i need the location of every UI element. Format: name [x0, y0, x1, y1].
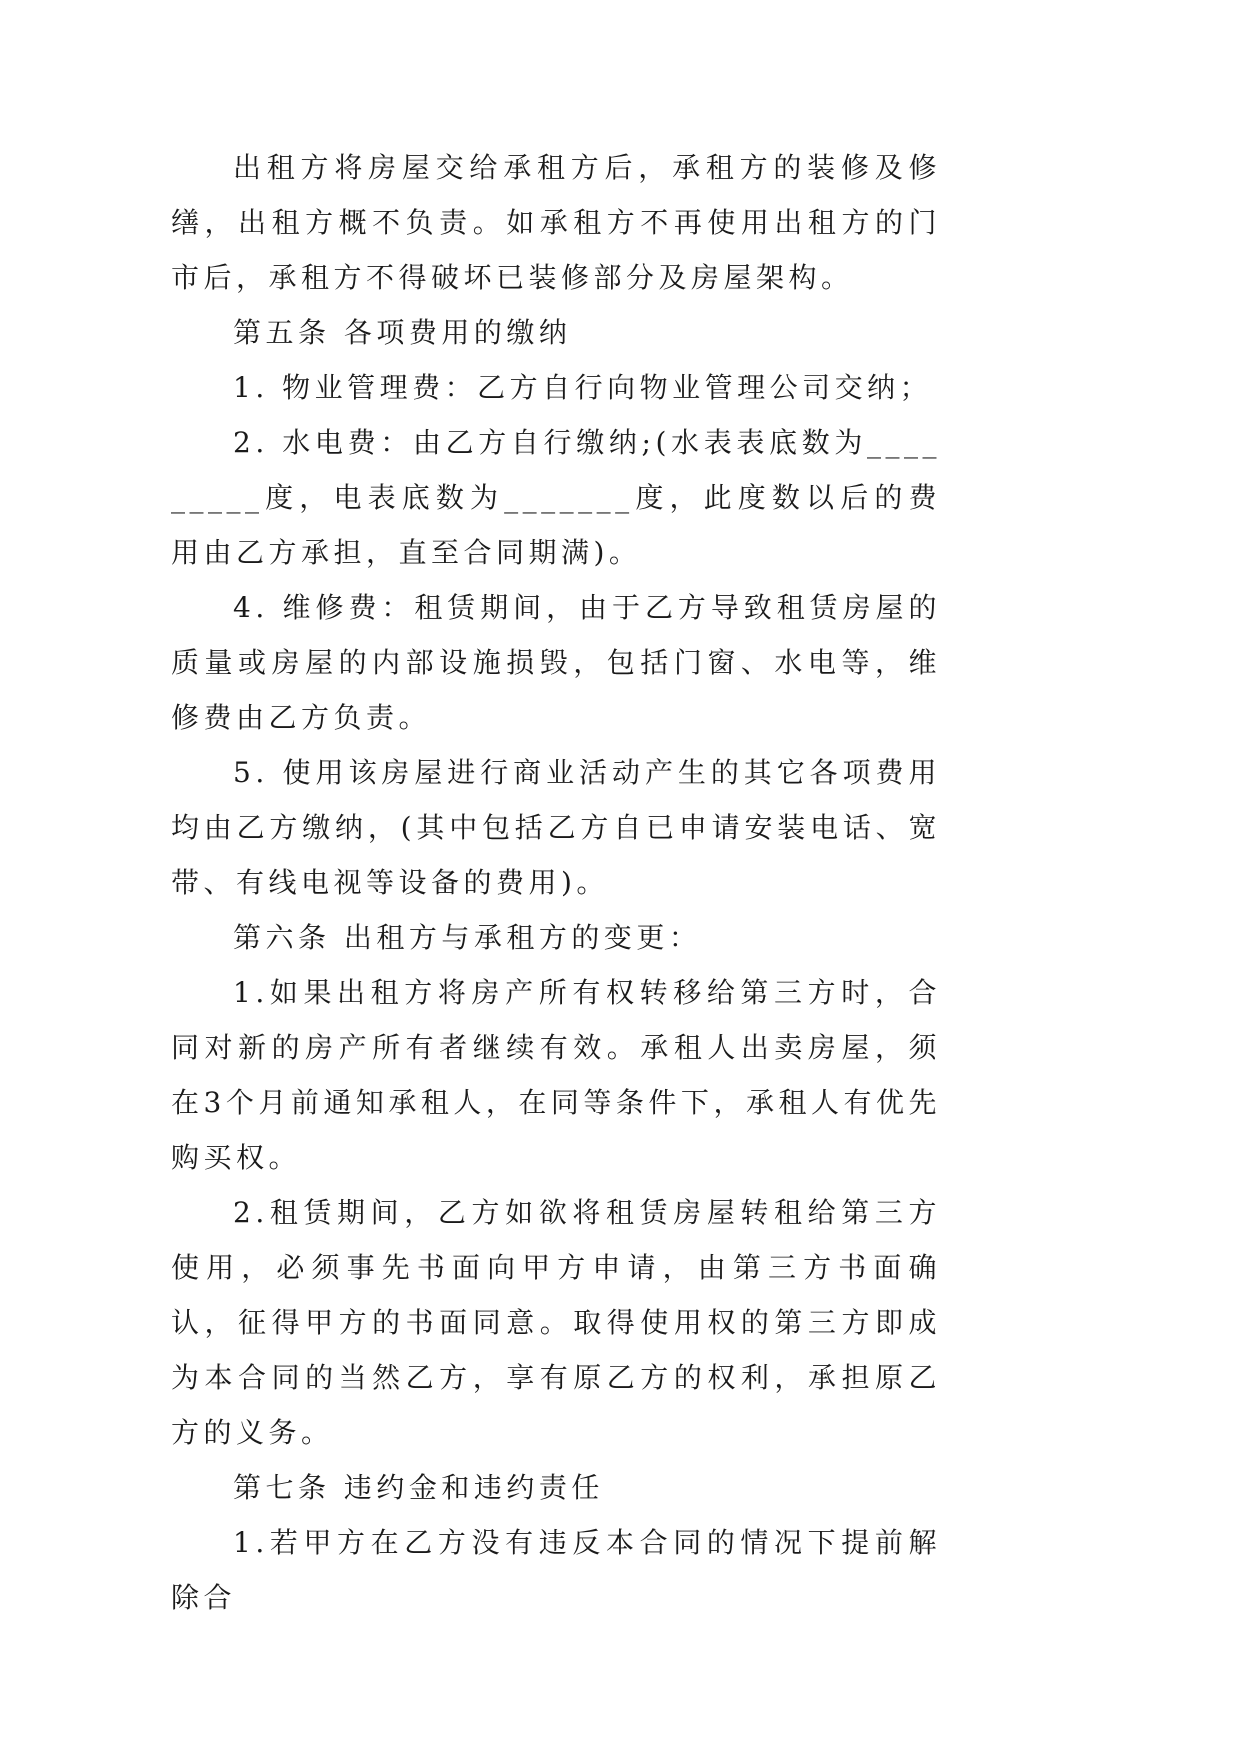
article-5-heading: 第五条 各项费用的缴纳	[233, 316, 572, 349]
clause-property-management-fee: 1. 物业管理费：乙方自行向物业管理公司交纳；	[233, 371, 933, 404]
clause-utility-fee: 2. 水电费：由乙方自行缴纳;(水表表底数为_________度，电表底数为_______度，此度数以后的费用由乙方承担，直至合同期满)。	[171, 426, 941, 569]
clause-early-termination: 1.若甲方在乙方没有违反本合同的情况下提前解除合	[171, 1526, 941, 1614]
clause-ownership-transfer: 1.如果出租方将房产所有权转移给第三方时，合同对新的房产所有者继续有效。承租人出卖房屋，须在3个月前通知承租人，在同等条件下，承租人有优先购买权。	[171, 976, 941, 1174]
clause-sublease: 2.租赁期间，乙方如欲将租赁房屋转租给第三方使用，必须事先书面向甲方申请，由第三方书面确认，征得甲方的书面同意。取得使用权的第三方即成为本合同的当然乙方，享有原乙方的权利，承担原乙方的义务。	[171, 1196, 941, 1449]
clause-business-fees: 5. 使用该房屋进行商业活动产生的其它各项费用均由乙方缴纳，(其中包括乙方自已申请安装电话、宽带、有线电视等设备的费用)。	[171, 756, 941, 899]
clause-maintenance-fee: 4. 维修费：租赁期间，由于乙方导致租赁房屋的质量或房屋的内部设施损毁，包括门窗、水电等，维修费由乙方负责。	[171, 591, 941, 734]
document-body	[171, 140, 941, 1625]
article-6-heading: 第六条 出租方与承租方的变更：	[233, 921, 702, 954]
article-7-heading: 第七条 违约金和违约责任	[233, 1471, 604, 1504]
paragraph-renovation-responsibility: 出租方将房屋交给承租方后，承租方的装修及修缮，出租方概不负责。如承租方不再使用出租方的门市后，承租方不得破坏已装修部分及房屋架构。	[171, 151, 941, 294]
